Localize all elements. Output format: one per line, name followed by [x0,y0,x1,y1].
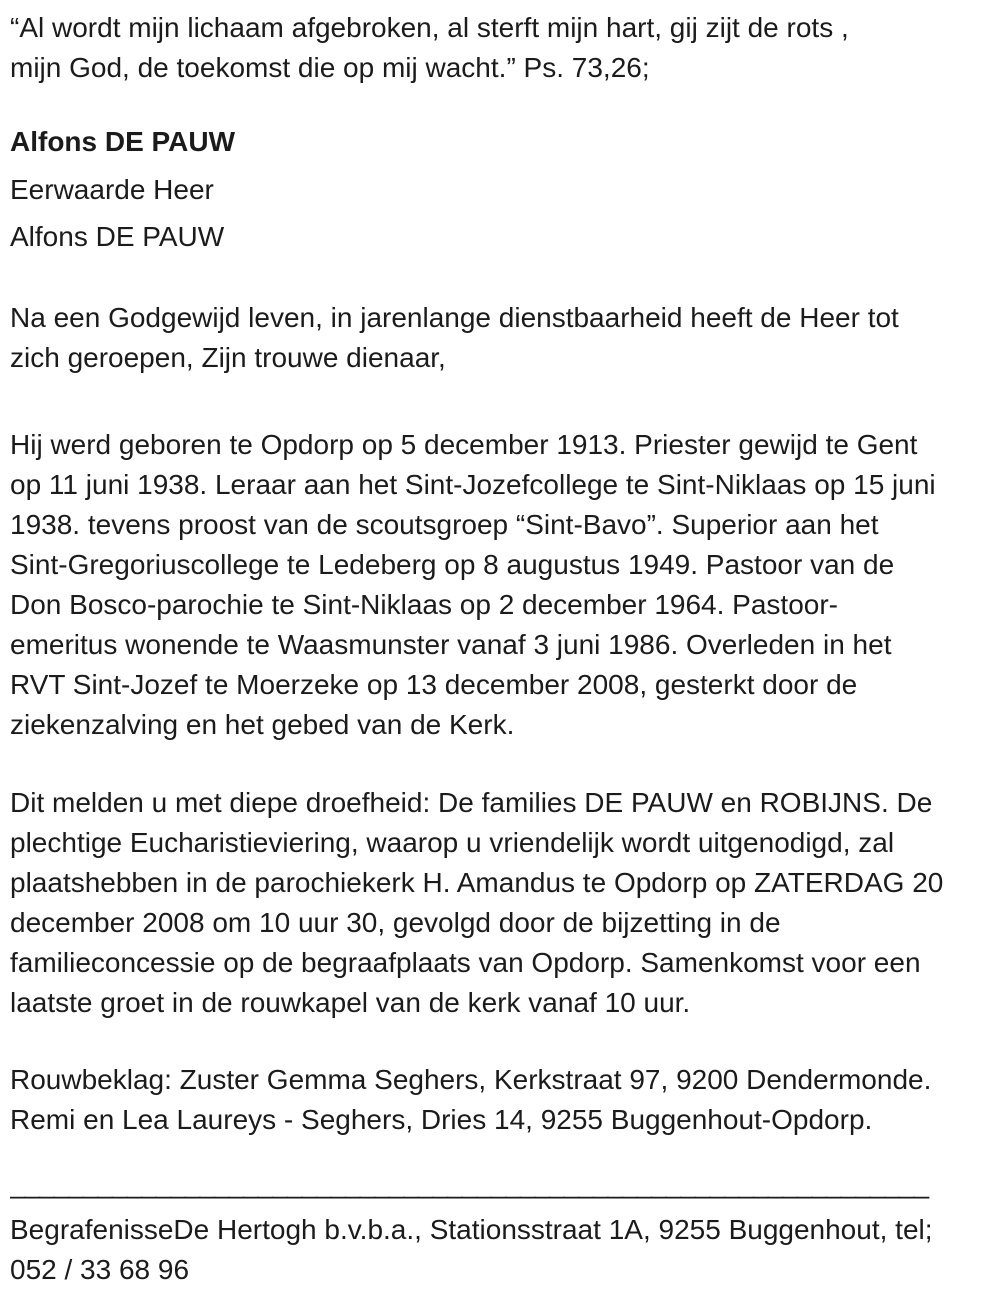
divider-line: _______________________________________________________________ [10,1168,929,1199]
announcement-line-1: Dit melden u met diepe droefheid: De families DE PAUW en ROBIJNS. De [10,787,933,818]
biography-paragraph [10,425,1000,745]
deceased-name-line: Alfons DE PAUW [10,221,225,252]
intro-paragraph [10,298,1000,378]
announcement-line-2: plechtige Eucharistieviering, waarop u vriendelijk wordt uitgenodigd, zal [10,827,895,858]
intro-line-1: Na een Godgewijd leven, in jarenlange dienstbaarheid heeft de Heer tot [10,302,899,333]
honorific-line: Eerwaarde Heer [10,174,214,205]
psalm-quote [10,8,1000,88]
biography-line-1: Hij werd geboren te Opdorp op 5 december 1913. Priester gewijd te Gent [10,429,918,460]
announcement-line-4: december 2008 om 10 uur 30, gevolgd door de bijzetting in de [10,907,781,938]
biography-line-2: op 11 juni 1938. Leraar aan het Sint-Jozefcollege te Sint-Niklaas op 15 juni [10,469,936,500]
biography-line-7: RVT Sint-Jozef te Moerzeke op 13 december 2008, gesterkt door de [10,669,858,700]
funeral-announcement-paragraph [10,783,1000,1023]
condolence-line-2: Remi en Lea Laureys - Seghers, Dries 14, 9255 Buggenhout-Opdorp. [10,1104,873,1135]
announcement-line-3: plaatshebben in de parochiekerk H. Amandus te Opdorp op ZATERDAG 20 [10,867,944,898]
announcement-line-6: laatste groet in de rouwkapel van de kerk vanaf 10 uur. [10,987,691,1018]
deceased-name-heading: Alfons DE PAUW [10,126,236,157]
biography-line-8: ziekenzalving en het gebed van de Kerk. [10,709,515,740]
intro-line-2: zich geroepen, Zijn trouwe dienaar, [10,342,446,373]
psalm-quote-line-1: “Al wordt mijn lichaam afgebroken, al sterft mijn hart, gij zijt de rots , [10,12,849,43]
condolence-address-paragraph [10,1060,1000,1140]
biography-line-3: 1938. tevens proost van de scoutsgroep “Sint-Bavo”. Superior aan het [10,509,879,540]
funeral-home-info [10,1210,1000,1290]
funeral-home-line-2: 052 / 33 68 96 [10,1254,190,1285]
condolence-line-1: Rouwbeklag: Zuster Gemma Seghers, Kerkstraat 97, 9200 Dendermonde. [10,1064,932,1095]
biography-line-6: emeritus wonende te Waasmunster vanaf 3 juni 1986. Overleden in het [10,629,892,660]
biography-line-5: Don Bosco-parochie te Sint-Niklaas op 2 december 1964. Pastoor- [10,589,838,620]
biography-line-4: Sint-Gregoriuscollege te Ledeberg op 8 augustus 1949. Pastoor van de [10,549,895,580]
announcement-line-5: familieconcessie op de begraafplaats van Opdorp. Samenkomst voor een [10,947,921,978]
funeral-home-line-1: BegrafenisseDe Hertogh b.v.b.a., Stationsstraat 1A, 9255 Buggenhout, tel; [10,1214,933,1245]
psalm-quote-line-2: mijn God, de toekomst die op mij wacht.” Ps. 73,26; [10,52,650,83]
